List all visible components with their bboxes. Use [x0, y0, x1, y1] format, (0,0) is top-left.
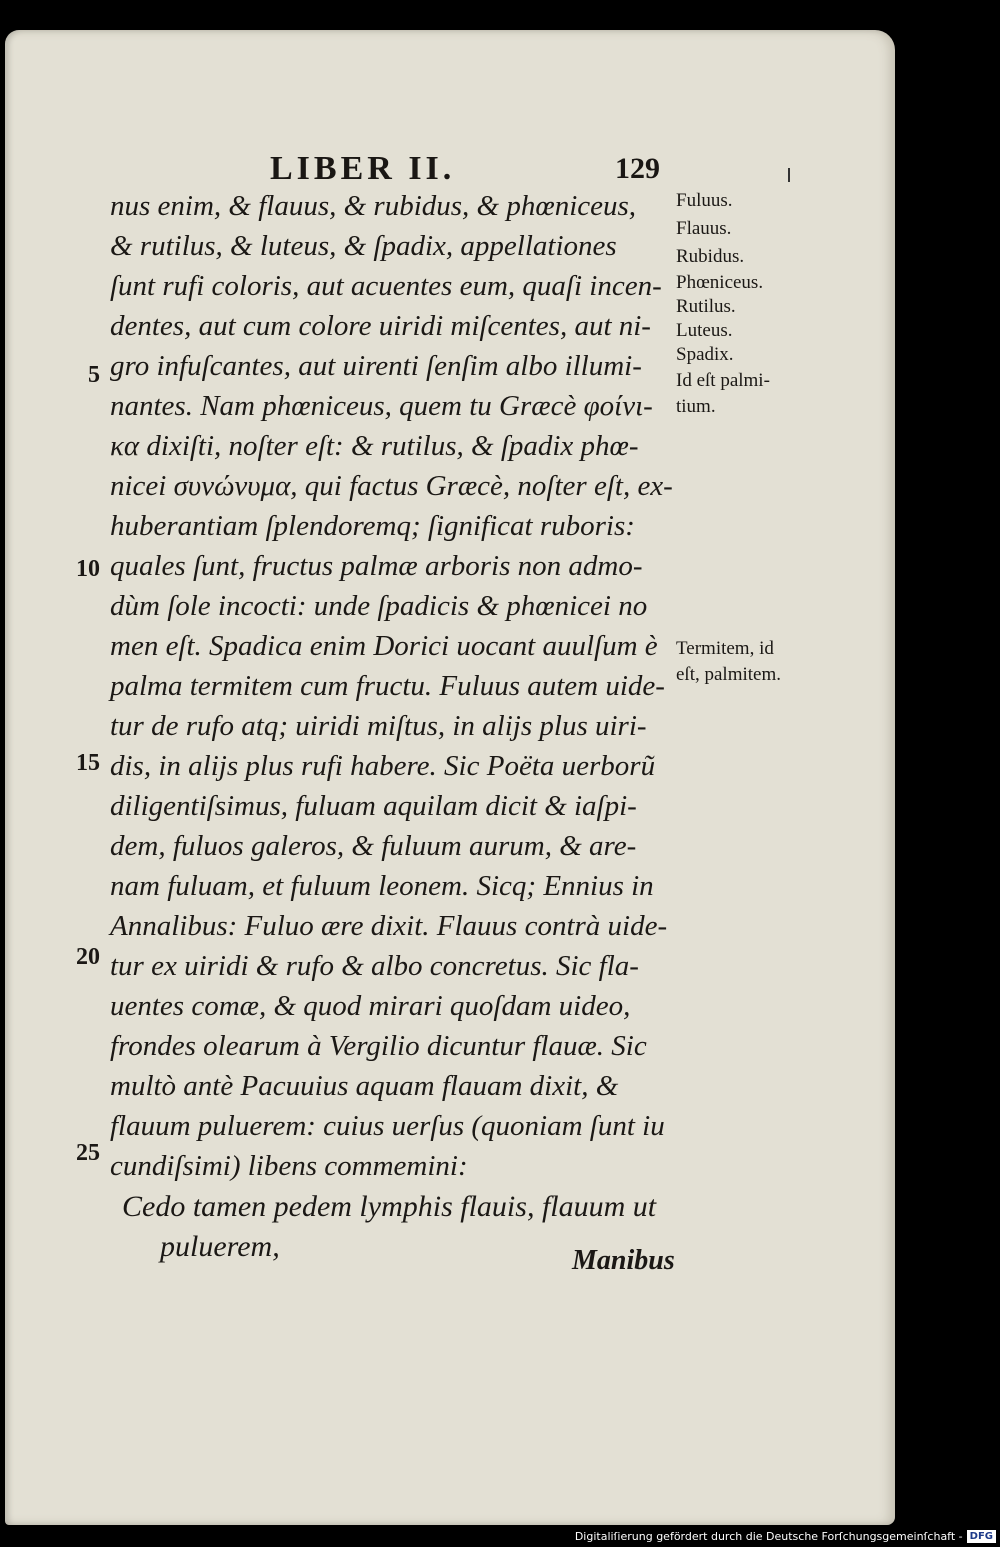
- text-line: dentes, aut cum colore uiridi miſcentes, aut ni-: [110, 310, 651, 342]
- text-line: nus enim, & flauus, & rubidus, & phœniceus,: [110, 190, 637, 222]
- running-title: LIBER II.: [270, 150, 456, 187]
- margin-gloss: Phœniceus.: [676, 272, 764, 293]
- text-line: frondes olearum à Vergilio dicuntur flauæ. Sic: [110, 1030, 647, 1062]
- text-line: flauum puluerem: cuius uerſus (quoniam ſunt iu: [110, 1110, 665, 1142]
- margin-mark: [788, 168, 790, 182]
- margin-gloss: Fuluus.: [676, 190, 733, 211]
- line-number: 5: [88, 362, 100, 388]
- dfg-logo: DFG: [967, 1530, 996, 1543]
- line-number: 20: [76, 944, 100, 970]
- margin-gloss: eſt, palmitem.: [676, 664, 782, 685]
- text-line: multò antè Pacuuius aquam flauam dixit, &: [110, 1070, 619, 1102]
- verse-line: puluerem,: [160, 1230, 280, 1263]
- text-line: tur de rufo atq; uiridi miſtus, in alijs plus uiri-: [110, 710, 647, 742]
- text-line: dùm ſole incocti: unde ſpadicis & phœnicei no: [110, 590, 648, 622]
- text-line: nicei συνώνυμα, qui factus Græcè, noſter eſt, ex-: [110, 470, 673, 502]
- margin-gloss: tium.: [676, 396, 716, 417]
- text-line: diligentiſsimus, fuluam aquilam dicit & iaſpi-: [110, 790, 637, 822]
- verse-line: Cedo tamen pedem lymphis flauis, flauum ut: [122, 1190, 657, 1223]
- footer-credit: [575, 1530, 996, 1543]
- text-line: cundiſsimi) libens commemini:: [110, 1150, 468, 1182]
- margin-gloss: Rutilus.: [676, 296, 736, 317]
- text-line: huberantiam ſplendoremq; ſignificat ruboris:: [110, 510, 635, 542]
- text-line: tur ex uiridi & rufo & albo concretus. Sic fla-: [110, 950, 639, 982]
- margin-gloss: Termitem, id: [676, 638, 774, 659]
- margin-gloss: Spadix.: [676, 344, 734, 365]
- text-line: nam fuluam, et fuluum leonem. Sicq; Ennius in: [110, 870, 654, 902]
- margin-gloss: Rubidus.: [676, 246, 745, 267]
- text-line: & rutilus, & luteus, & ſpadix, appellationes: [110, 230, 617, 262]
- catchword: Manibus: [572, 1245, 675, 1276]
- text-line: men eſt. Spadica enim Dorici uocant auulſum è: [110, 630, 658, 662]
- text-line: Annalibus: Fuluo ære dixit. Flauus contrà uide-: [110, 910, 668, 942]
- text-line: gro infuſcantes, aut uirenti ſenſim albo illumi-: [110, 350, 642, 382]
- text-line: dem, fuluos galeros, & fuluum aurum, & are-: [110, 830, 637, 862]
- line-number: 15: [76, 750, 100, 776]
- text-line: palma termitem cum fructu. Fuluus autem uide-: [110, 670, 665, 702]
- margin-gloss: Flauus.: [676, 218, 732, 239]
- running-header: [270, 150, 660, 190]
- text-line: ſunt rufi coloris, aut acuentes eum, quaſi incen-: [110, 270, 662, 302]
- text-line: dis, in alijs plus rufi habere. Sic Poëta uerborũ: [110, 750, 656, 782]
- text-line: quales ſunt, fructus palmæ arboris non admo-: [110, 550, 643, 582]
- page-number: 129: [615, 152, 660, 185]
- footer-credit-text: Digitaliſierung gefördert durch die Deutsche Forſchungsgemeinſchaft -: [574, 1530, 963, 1543]
- margin-gloss: Id eſt palmi-: [676, 370, 770, 391]
- line-number: 25: [76, 1140, 100, 1166]
- text-line: nantes. Nam phœniceus, quem tu Græcè φοίνι-: [110, 390, 653, 422]
- text-line: uentes comæ, & quod mirari quoſdam uideo,: [110, 990, 631, 1022]
- margin-gloss: Luteus.: [676, 320, 733, 341]
- line-number: 10: [76, 556, 100, 582]
- text-line: κα dixiſti, noſter eſt: & rutilus, & ſpadix phœ-: [110, 430, 639, 462]
